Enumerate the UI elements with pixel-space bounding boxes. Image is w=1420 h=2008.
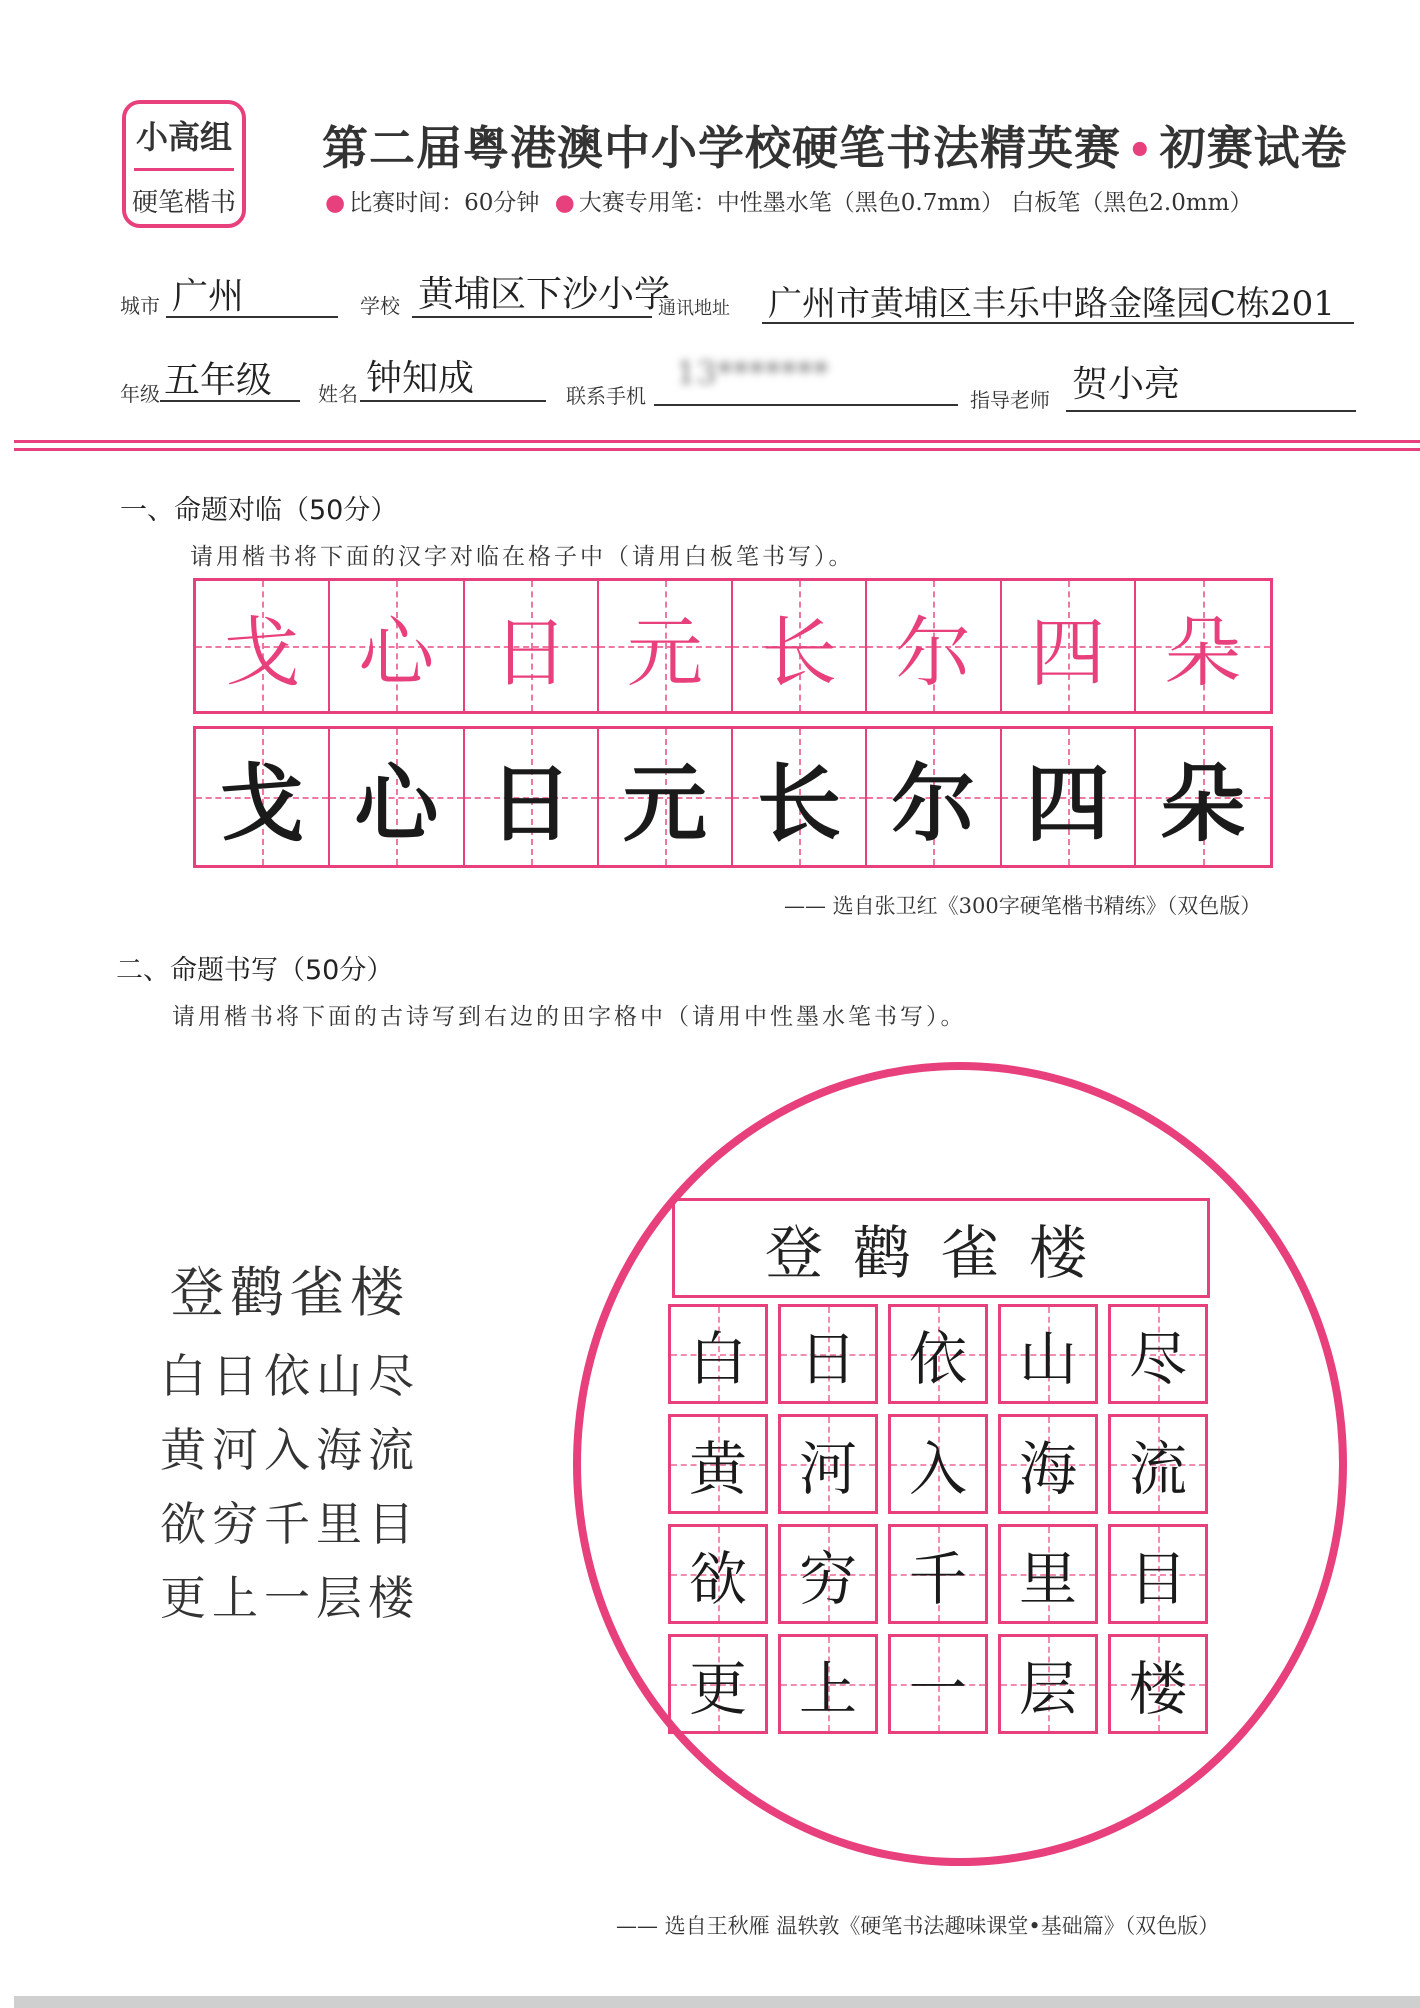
tianzige-cell[interactable]: [998, 1304, 1098, 1404]
tianzige-row: [668, 1524, 1212, 1624]
badge-group-label: 小高组: [135, 118, 232, 156]
tianzige-cell[interactable]: [888, 1634, 988, 1734]
written-character: 日: [798, 1325, 857, 1393]
grid-character: 长: [757, 753, 842, 853]
tianzige-cell[interactable]: [668, 1304, 768, 1404]
grid-character: 元: [622, 753, 707, 853]
exam-pens: 大赛专用笔：中性墨水笔（黑色0.7mm） 白板笔（黑色2.0mm）: [578, 190, 1253, 216]
grid-cell: [196, 729, 330, 865]
title-dot: •: [1127, 128, 1154, 174]
school-label: 学校: [360, 294, 400, 318]
grid-cell: [733, 581, 867, 711]
exam-time: 比赛时间：60分钟: [349, 190, 540, 216]
tianzige-cell[interactable]: [668, 1634, 768, 1734]
written-character: 里: [1018, 1545, 1077, 1613]
tianzige-cell[interactable]: [1108, 1304, 1208, 1404]
written-character: 更: [688, 1655, 747, 1723]
exam-info: [325, 184, 1252, 217]
written-char-row[interactable]: [193, 726, 1273, 868]
grid-cell: [867, 729, 1001, 865]
written-character: 欲: [688, 1545, 747, 1613]
city-underline: [166, 316, 338, 318]
address-underline: [762, 322, 1354, 324]
category-badge: [122, 100, 246, 228]
city-label: 城市: [120, 294, 160, 318]
tianzige-cell[interactable]: [1108, 1524, 1208, 1624]
tianzige-cell[interactable]: [998, 1414, 1098, 1514]
name-label: 姓名: [318, 382, 358, 406]
section2-instruction: 请用楷书将下面的古诗写到右边的田字格中（请用中性墨水笔书写）。: [172, 1004, 967, 1030]
written-character: 楼: [1128, 1655, 1187, 1723]
name-underline: [360, 400, 546, 402]
title-main: 第二届粤港澳中小学校硬笔书法精英赛: [322, 121, 1121, 175]
model-char-row: [193, 578, 1273, 714]
written-title: 登鹳雀楼: [764, 1219, 1117, 1287]
written-character: 山: [1018, 1325, 1077, 1393]
phone-underline: [654, 404, 958, 406]
school-underline: [412, 316, 652, 318]
grid-character: 心: [354, 753, 439, 853]
written-character: 一: [908, 1655, 967, 1723]
name-value[interactable]: 钟知成: [366, 358, 475, 399]
tianzige-cell[interactable]: [668, 1414, 768, 1514]
section1-instruction: 请用楷书将下面的汉字对临在格子中（请用白板笔书写）。: [190, 544, 855, 570]
teacher-underline: [1066, 410, 1356, 412]
written-character: 入: [908, 1435, 967, 1503]
tianzige-cell[interactable]: [778, 1414, 878, 1514]
tianzige-cell[interactable]: [1108, 1414, 1208, 1514]
section1-heading: 一、命题对临（50分）: [120, 495, 398, 526]
poem-lines: [160, 1340, 420, 1636]
tianzige-cell[interactable]: [998, 1634, 1098, 1734]
tianzige-grid[interactable]: [668, 1304, 1212, 1744]
grid-character: 朵: [1160, 753, 1245, 853]
tianzige-cell[interactable]: [778, 1524, 878, 1624]
poem-line: 白日依山尽: [160, 1349, 420, 1403]
address-label: 通讯地址: [658, 298, 730, 319]
badge-divider: [134, 168, 234, 171]
grid-character: 四: [1025, 753, 1110, 853]
grid-character: 长: [761, 607, 838, 697]
tianzige-row: [668, 1414, 1212, 1514]
grid-cell: [1002, 581, 1136, 711]
grid-character: 心: [358, 607, 435, 697]
tianzige-cell[interactable]: [1108, 1634, 1208, 1734]
address-value[interactable]: 广州市黄埔区丰乐中路金隆园C栋201: [768, 284, 1335, 324]
grid-character: 元: [626, 607, 703, 697]
phone-value[interactable]: 13*******: [676, 354, 829, 392]
grid-cell: [330, 581, 464, 711]
grid-cell: [733, 729, 867, 865]
teacher-label: 指导老师: [970, 388, 1050, 412]
tianzige-row: [668, 1634, 1212, 1734]
written-character: 流: [1128, 1435, 1187, 1503]
grid-character: 尔: [891, 753, 976, 853]
tianzige-cell[interactable]: [778, 1634, 878, 1734]
poem-line: 欲穷千里目: [160, 1497, 420, 1551]
grid-character: 朵: [1164, 607, 1241, 697]
tianzige-row: [668, 1304, 1212, 1404]
city-value[interactable]: 广州: [172, 276, 245, 317]
grid-character: 日: [492, 607, 569, 697]
bullet-icon: ●: [554, 190, 575, 216]
title-suffix: 初赛试卷: [1159, 121, 1348, 175]
poem-line: 黄河入海流: [160, 1423, 420, 1477]
grid-cell: [330, 729, 464, 865]
tianzige-cell[interactable]: [888, 1524, 988, 1624]
tianzige-cell[interactable]: [888, 1414, 988, 1514]
grid-character: 四: [1029, 607, 1106, 697]
grid-cell: [599, 581, 733, 711]
bullet-icon: ●: [325, 190, 346, 216]
grid-cell: [1136, 729, 1270, 865]
written-character: 层: [1018, 1655, 1077, 1723]
grade-value[interactable]: 五年级: [164, 360, 273, 401]
grid-cell: [196, 581, 330, 711]
written-character: 海: [1018, 1435, 1077, 1503]
poem-line: 更上一层楼: [160, 1571, 420, 1625]
written-character: 白: [688, 1325, 747, 1393]
header-divider: [14, 440, 1420, 443]
grid-cell: [867, 581, 1001, 711]
tianzige-cell[interactable]: [668, 1524, 768, 1624]
grid-cell: [1136, 581, 1270, 711]
written-character: 河: [798, 1435, 857, 1503]
tianzige-cell[interactable]: [778, 1304, 878, 1404]
header-divider-second: [14, 448, 1420, 451]
tianzige-cell[interactable]: [888, 1304, 988, 1404]
grade-label: 年级: [120, 382, 160, 406]
teacher-value[interactable]: 贺小亮: [1072, 364, 1181, 405]
grid-character: 戈: [220, 753, 305, 853]
grid-cell: [1002, 729, 1136, 865]
written-character: 依: [908, 1325, 967, 1393]
school-value[interactable]: 黄埔区下沙小学: [418, 274, 671, 315]
scan-edge: [14, 1996, 1420, 2008]
written-title-box[interactable]: [672, 1198, 1210, 1298]
section2-heading: 二、命题书写（50分）: [116, 955, 394, 986]
written-character: 黄: [688, 1435, 747, 1503]
poem-title: 登鹳雀楼: [170, 1261, 410, 1324]
badge-style-label: 硬笔楷书: [131, 188, 236, 218]
grid-character: 日: [488, 753, 573, 853]
section1-citation: —— 选自张卫红《300字硬笔楷书精练》（双色版）: [784, 894, 1262, 918]
written-character: 上: [798, 1655, 857, 1723]
grid-character: 尔: [895, 607, 972, 697]
written-character: 目: [1128, 1545, 1187, 1613]
phone-label: 联系手机: [566, 384, 646, 408]
grade-underline: [160, 400, 300, 402]
tianzige-cell[interactable]: [998, 1524, 1098, 1624]
grid-cell: [599, 729, 733, 865]
page-title: [322, 112, 1348, 178]
written-character: 穷: [798, 1545, 857, 1613]
grid-character: 戈: [224, 607, 301, 697]
written-character: 尽: [1128, 1325, 1187, 1393]
written-character: 千: [908, 1545, 967, 1613]
grid-cell: [465, 729, 599, 865]
grid-cell: [465, 581, 599, 711]
section2-citation: —— 选自王秋雁 温轶敦《硬笔书法趣味课堂•基础篇》（双色版）: [616, 1914, 1220, 1938]
